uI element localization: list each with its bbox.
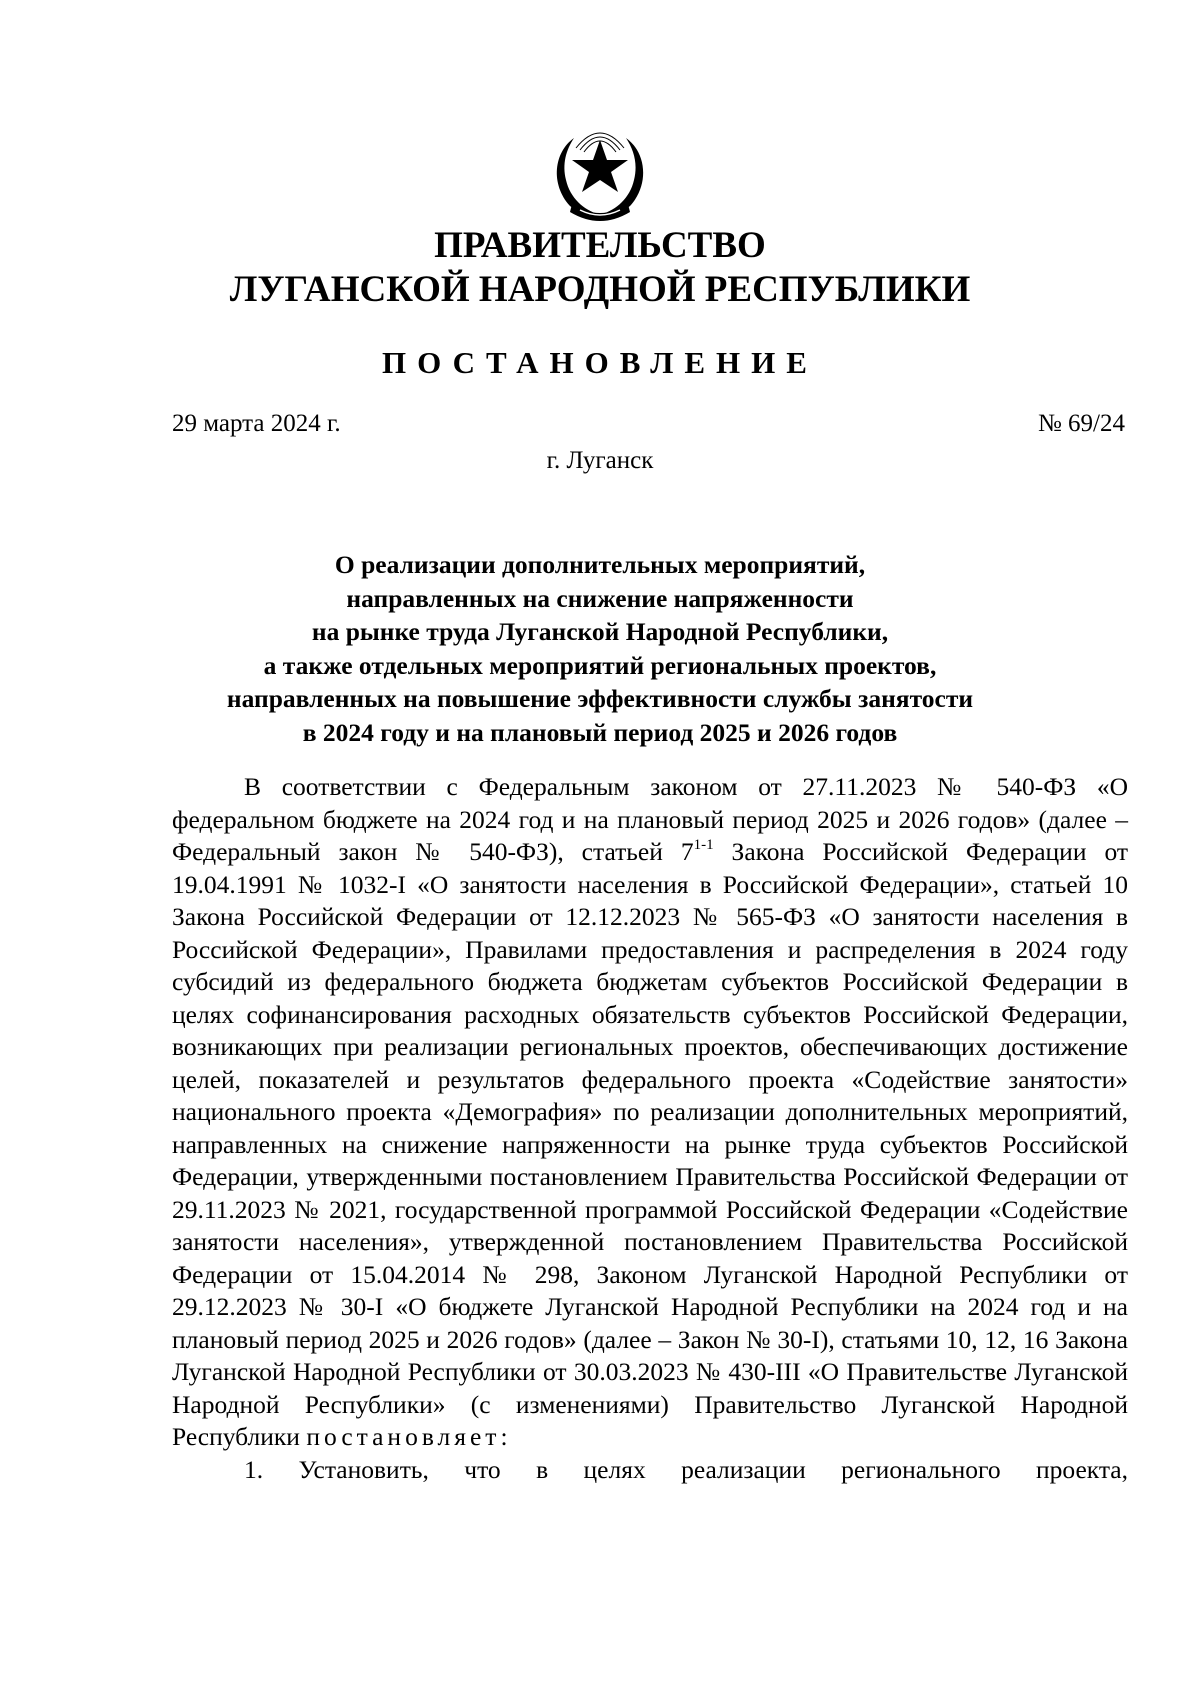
preamble-text-part2: Закона Российской Федерации от 19.04.1991 № 1032-I «О занятости населения в Российской Федерации», статьей 10 Закона Российской Федерации от 12.12.2023 № 565-ФЗ «О занятости населения в Российской Федерации», Правилами предоставления и распределения в 2024 году субсидий из федерального бюджета бюджетам субъектов Российской Федерации в целях софинансирования расходных обязательств субъектов Российской Федерации, возникающих при реализации региональных проектов, обеспечивающих достижение целей, показателей и результатов федерального проекта «Содействие занятости» национального проекта «Демография» по реализации дополнительных мероприятий, направленных на снижение напряженности на рынке труда субъектов Российской Федерации, утвержденными постановлением Правительства Российской Федерации от 29.11.2023 № 2021, государственной программой Российской Федерации «Содействие занятости населения», утвержденной постановлением Правительства Российской Федерации от 15.04.2014 № 298, Законом Луганской Народной Республики от 29.12.2023 № 30-I «О бюджете Луганской Народной Республики на 2024 год и на плановый период 2025 и 2026 годов» (далее – Закон № 30-I), статьями 10, 12, 16 Закона Луганской Народной Республики от 30.03.2023 № 430-III «О Правительстве Луганской Народной Республики» (с изменениями) Правительство Луганской Народной Республики [172,837,1128,1451]
document-city: г. Луганск [546,447,654,474]
preamble-text-part1: В соответствии с Федеральным законом от 27.11.2023 № 540-ФЗ «О федеральном бюджете на 2024 год и на плановый период 2025 и 2026 годов» (далее – Федеральный закон № 540-ФЗ), статьей 7 [172,772,1128,866]
emblem-icon [540,110,660,230]
subject-line: направленных на снижение напряженности [346,583,854,613]
decree-word: постановляет: [306,1422,512,1451]
organization-title-line1: ПРАВИТЕЛЬСТВО [434,225,766,266]
organization-title-line2: ЛУГАНСКОЙ НАРОДНОЙ РЕСПУБЛИКИ [229,269,971,310]
subject-line: в 2024 году и на плановый период 2025 и 2026 годов [302,717,898,747]
document-type: ПОСТАНОВЛЕНИЕ [382,345,818,380]
document-date: 29 марта 2024 г. [172,410,341,437]
subject-line: на рынке труда Луганской Народной Республики, [311,617,889,646]
article-superscript: 1-1 [693,837,714,853]
document-number: № 69/24 [1037,410,1125,437]
subject-line: направленных на повышение эффективности службы занятости [226,684,974,713]
subject-line: О реализации дополнительных мероприятий, [334,550,866,579]
document-body [172,771,1128,1486]
document-subject [200,548,1000,749]
organization-title [0,224,1200,312]
preamble-paragraph [172,771,1128,1454]
subject-line: а также отдельных мероприятий региональных проектов, [263,650,937,680]
clause-1: 1. Установить, что в целях реализации регионального проекта, [244,1454,1128,1484]
